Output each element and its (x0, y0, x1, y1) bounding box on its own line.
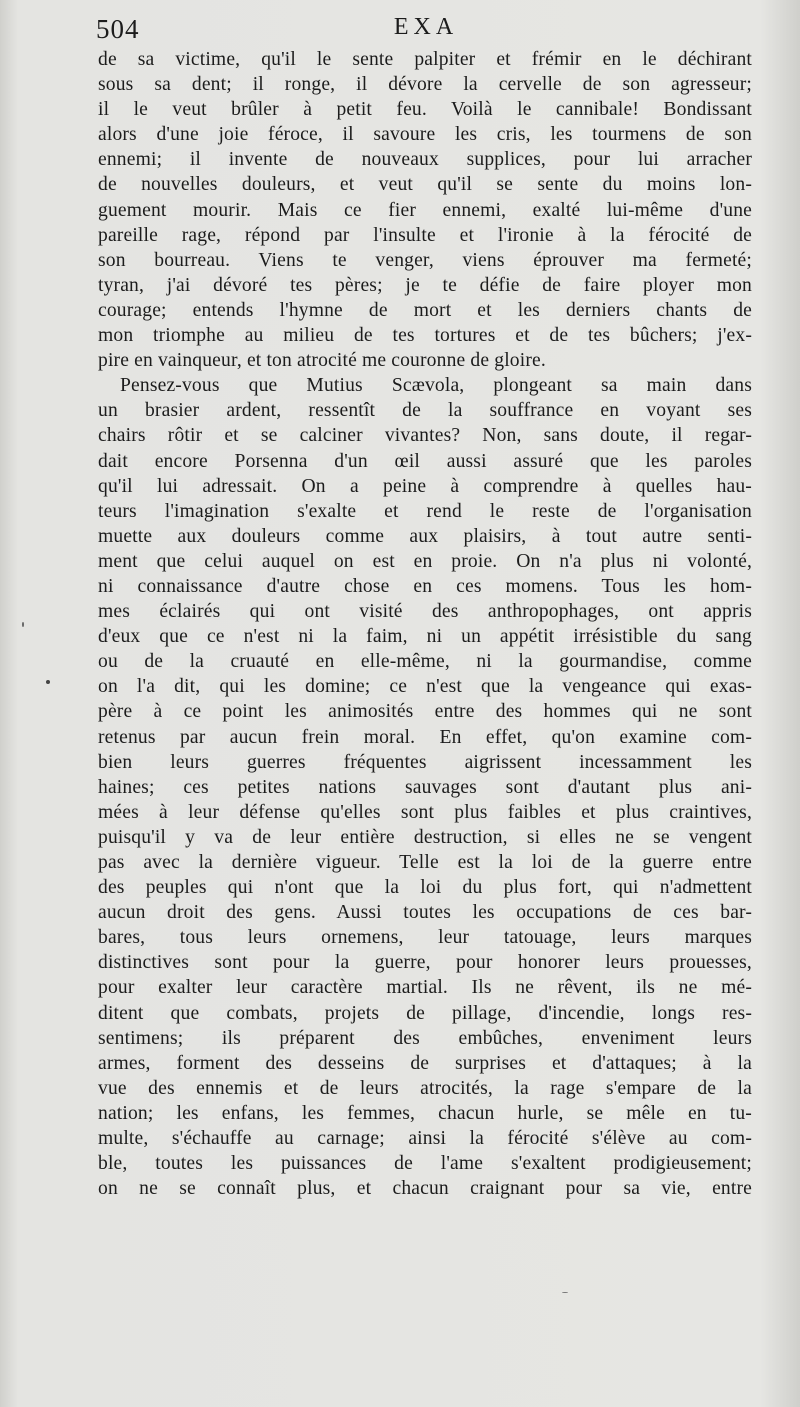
paragraph (98, 373, 752, 1201)
page-number: 504 (96, 14, 140, 44)
text-line: aucun droit des gens. Aussi toutes les occupations de ces bar- (98, 902, 752, 924)
text-line: distinctives sont pour la guerre, pour honorer leurs prouesses, (98, 952, 752, 974)
text-line: son bourreau. Viens te venger, viens éprouver ma fermeté; (98, 249, 752, 271)
text-line: ennemi; il invente de nouveaux supplices, pour lui arracher (98, 149, 752, 171)
text-line: tyran, j'ai dévoré tes pères; je te défie de faire ployer mon (98, 274, 752, 296)
text-line: muette aux douleurs comme aux plaisirs, à tout autre senti- (98, 525, 752, 547)
text-line: retenus par aucun frein moral. En effet, qu'on examine com- (98, 726, 752, 748)
ink-speck (22, 622, 24, 627)
text-line: ditent que combats, projets de pillage, d'incendie, longs res- (98, 1002, 752, 1024)
text-line: Pensez-vous que Mutius Scævola, plongeant sa main dans (120, 375, 752, 397)
text-line: ment que celui auquel on est en proie. On n'a plus ni volonté, (98, 550, 752, 572)
text-line: multe, s'échauffe au carnage; ainsi la férocité s'élève au com- (98, 1128, 752, 1150)
text-line: pire en vainqueur, et ton atrocité me couronne de gloire. (98, 350, 546, 372)
body-text (98, 47, 752, 1201)
text-line: dait encore Porsenna d'un œil aussi assuré que les paroles (98, 450, 752, 472)
paragraph (98, 47, 752, 373)
text-line: d'eux que ce n'est ni la faim, ni un appétit irrésistible du sang (98, 626, 752, 648)
text-line: de nouvelles douleurs, et veut qu'il se sente du moins lon- (98, 174, 752, 196)
text-line: on ne se connaît plus, et chacun craignant pour sa vie, entre (98, 1178, 752, 1200)
text-line: pas avec la dernière vigueur. Telle est la loi de la guerre entre (98, 852, 752, 873)
text-line: bien leurs guerres fréquentes aigrissent incessamment les (98, 751, 752, 773)
text-line: courage; entends l'hymne de mort et les derniers chants de (98, 299, 752, 321)
text-line: nation; les enfans, les femmes, chacun hurle, se mêle en tu- (98, 1102, 752, 1124)
text-line: on l'a dit, qui les domine; ce n'est que la vengeance qui exas- (98, 676, 752, 698)
text-line: alors d'une joie féroce, il savoure les cris, les tourmens de son (98, 124, 752, 146)
text-line: mées à leur défense qu'elles sont plus faibles et plus craintives, (98, 801, 752, 823)
text-line: père à ce point les animosités entre des hommes qui ne sont (98, 701, 752, 723)
text-line: un brasier ardent, ressentît de la souffrance en voyant ses (98, 400, 752, 422)
text-line: sous sa dent; il ronge, il dévore la cervelle de son agresseur; (98, 74, 752, 96)
text-line: teurs l'imagination s'exalte et rend le reste de l'organisation (98, 500, 752, 522)
ink-speck (562, 1292, 568, 1293)
text-line: chairs rôtir et se calciner vivantes? Non, sans doute, il regar- (98, 425, 752, 447)
text-line: sentimens; ils préparent des embûches, enveniment leurs (98, 1027, 752, 1049)
text-line: ou de la cruauté en elle-même, ni la gourmandise, comme (98, 651, 752, 673)
text-line: mes éclairés qui ont visité des anthropophages, ont appris (98, 601, 752, 623)
text-line: des peuples qui n'ont que la loi du plus fort, qui n'admettent (98, 877, 752, 899)
text-line: puisqu'il y va de leur entière destruction, si elles ne se vengent (98, 826, 752, 848)
text-line: pour exalter leur caractère martial. Ils ne rêvent, ils ne mé- (98, 977, 752, 999)
text-line: qu'il lui adressait. On a peine à comprendre à quelles hau- (98, 475, 752, 497)
text-line: guement mourir. Mais ce fier ennemi, exalté lui-même d'une (98, 199, 752, 221)
text-line: armes, forment des desseins de surprises et d'attaques; à la (98, 1052, 752, 1074)
text-line: il le veut brûler à petit feu. Voilà le cannibale! Bondissant (98, 99, 752, 121)
text-line: de sa victime, qu'il le sente palpiter et frémir en le déchirant (98, 49, 752, 70)
text-line: vue des ennemis et de leurs atrocités, la rage s'empare de la (98, 1077, 752, 1099)
ink-speck (46, 680, 50, 684)
text-line: haines; ces petites nations sauvages sont d'autant plus ani- (98, 776, 752, 798)
text-line: bares, tous leurs ornemens, leur tatouage, leurs marques (98, 927, 752, 949)
page-header (96, 14, 756, 48)
text-line: ble, toutes les puissances de l'ame s'exaltent prodigieusement; (98, 1153, 752, 1175)
text-line: ni connaissance d'autre chose en ces momens. Tous les hom- (98, 575, 752, 597)
text-line: mon triomphe au milieu de tes tortures et de tes bûchers; j'ex- (98, 325, 752, 347)
text-line: pareille rage, répond par l'insulte et l'ironie à la férocité de (98, 224, 752, 246)
running-head: EXA (393, 14, 459, 40)
